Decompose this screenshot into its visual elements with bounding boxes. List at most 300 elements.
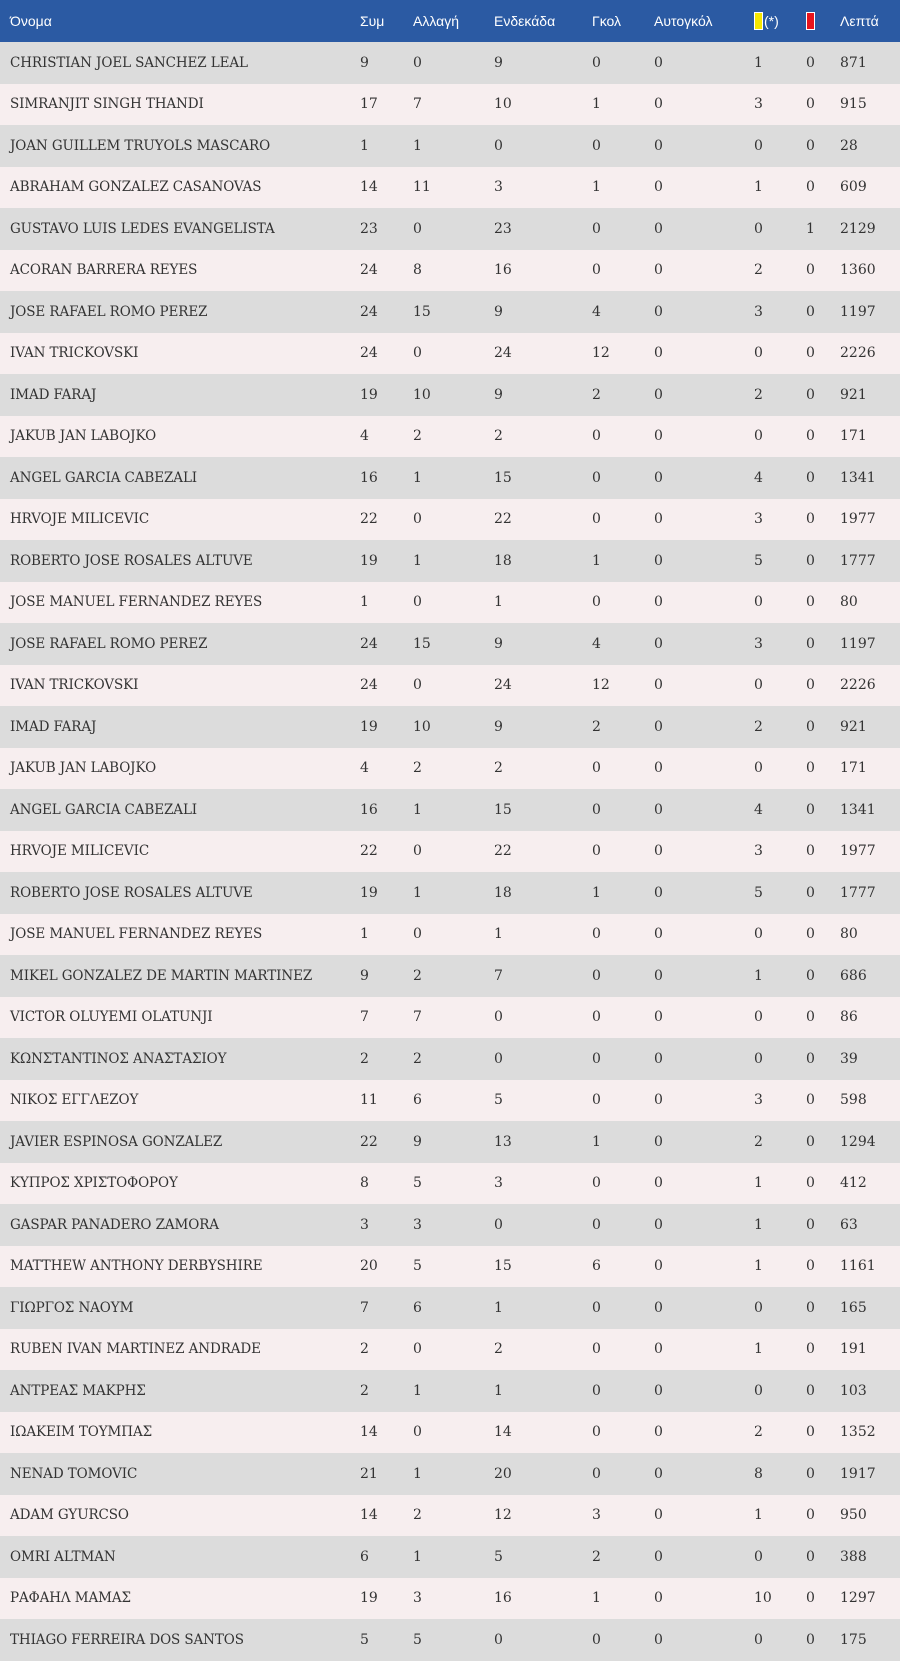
yellow-cards-cell: 3 (754, 96, 763, 113)
substitutions-cell: 1 (413, 1382, 422, 1399)
table-row (0, 1453, 900, 1495)
yellow-cards-cell: 2 (754, 1133, 763, 1150)
minutes-cell: 80 (840, 926, 858, 943)
starts-cell: 12 (494, 1507, 512, 1524)
goals-cell: 1 (592, 552, 601, 569)
red-cards-cell: 0 (806, 511, 815, 528)
own-goals-cell: 0 (654, 262, 663, 279)
substitutions-cell: 0 (413, 54, 422, 71)
red-cards-cell: 0 (806, 1382, 815, 1399)
substitutions-cell: 2 (413, 967, 422, 984)
yellow-cards-cell: 3 (754, 1092, 763, 1109)
starts-cell: 5 (494, 1092, 503, 1109)
own-goals-cell: 0 (654, 594, 663, 611)
own-goals-cell: 0 (654, 1258, 663, 1275)
starts-cell: 2 (494, 760, 503, 777)
yellow-cards-cell: 0 (754, 1382, 763, 1399)
player-name: JAVIER ESPINOSA GONZALEZ (10, 1133, 223, 1150)
table-row (0, 416, 900, 458)
goals-cell: 0 (592, 1382, 601, 1399)
red-cards-cell: 0 (806, 1631, 815, 1648)
player-name: SIMRANJIT SINGH THANDI (10, 96, 204, 113)
yellow-cards-cell: 0 (754, 1299, 763, 1316)
goals-cell: 0 (592, 967, 601, 984)
red-cards-cell: 0 (806, 1258, 815, 1275)
red-cards-cell: 0 (806, 552, 815, 569)
starts-cell: 18 (494, 884, 512, 901)
starts-cell: 0 (494, 1009, 503, 1026)
minutes-cell: 1352 (840, 1424, 876, 1441)
appearances-cell: 5 (360, 1631, 369, 1648)
column-header-minutes[interactable]: Λεπτά (840, 13, 879, 29)
substitutions-cell: 6 (413, 1299, 422, 1316)
yellow-cards-cell: 1 (754, 1175, 763, 1192)
minutes-cell: 191 (840, 1341, 867, 1358)
starts-cell: 1 (494, 1299, 503, 1316)
table-row (0, 1536, 900, 1578)
own-goals-cell: 0 (654, 843, 663, 860)
appearances-cell: 24 (360, 345, 378, 362)
appearances-cell: 22 (360, 1133, 378, 1150)
red-cards-cell: 0 (806, 843, 815, 860)
red-cards-cell: 0 (806, 1175, 815, 1192)
table-row (0, 706, 900, 748)
goals-cell: 0 (592, 511, 601, 528)
yellow-cards-cell: 1 (754, 54, 763, 71)
goals-cell: 2 (592, 386, 601, 403)
substitutions-cell: 0 (413, 843, 422, 860)
table-row (0, 955, 900, 997)
substitutions-cell: 0 (413, 345, 422, 362)
own-goals-cell: 0 (654, 1092, 663, 1109)
minutes-cell: 175 (840, 1631, 867, 1648)
player-name: JOSE RAFAEL ROMO PEREZ (10, 635, 208, 652)
yellow-cards-cell: 2 (754, 386, 763, 403)
red-cards-cell: 0 (806, 386, 815, 403)
minutes-cell: 871 (840, 54, 867, 71)
goals-cell: 1 (592, 179, 601, 196)
goals-cell: 12 (592, 345, 610, 362)
goals-cell: 0 (592, 1092, 601, 1109)
own-goals-cell: 0 (654, 386, 663, 403)
yellow-cards-cell: 1 (754, 967, 763, 984)
yellow-cards-cell: 0 (754, 677, 763, 694)
yellow-cards-cell: 8 (754, 1465, 763, 1482)
player-name: ACORAN BARRERA REYES (10, 262, 198, 279)
substitutions-cell: 1 (413, 552, 422, 569)
table-row (0, 789, 900, 831)
column-header-goals[interactable]: Γκολ (592, 13, 622, 29)
starts-cell: 13 (494, 1133, 512, 1150)
appearances-cell: 6 (360, 1548, 369, 1565)
substitutions-cell: 0 (413, 677, 422, 694)
substitutions-cell: 10 (413, 386, 431, 403)
goals-cell: 12 (592, 677, 610, 694)
player-name: MIKEL GONZALEZ DE MARTIN MARTINEZ (10, 967, 313, 984)
own-goals-cell: 0 (654, 677, 663, 694)
yellow-cards-cell: 3 (754, 635, 763, 652)
yellow-cards-cell: 0 (754, 926, 763, 943)
own-goals-cell: 0 (654, 760, 663, 777)
minutes-cell: 171 (840, 428, 867, 445)
red-cards-cell: 0 (806, 926, 815, 943)
column-header-starts[interactable]: Ενδεκάδα (494, 13, 556, 29)
own-goals-cell: 0 (654, 1009, 663, 1026)
red-cards-cell: 0 (806, 1424, 815, 1441)
yellow-cards-cell: 0 (754, 428, 763, 445)
substitutions-cell: 2 (413, 760, 422, 777)
substitutions-cell: 3 (413, 1216, 422, 1233)
own-goals-cell: 0 (654, 1050, 663, 1067)
substitutions-cell: 5 (413, 1175, 422, 1192)
red-cards-cell: 0 (806, 428, 815, 445)
appearances-cell: 2 (360, 1382, 369, 1399)
goals-cell: 1 (592, 884, 601, 901)
red-cards-cell: 0 (806, 179, 815, 196)
starts-cell: 5 (494, 1548, 503, 1565)
goals-cell: 1 (592, 96, 601, 113)
yellow-cards-cell: 1 (754, 1216, 763, 1233)
appearances-cell: 1 (360, 926, 369, 943)
substitutions-cell: 9 (413, 1133, 422, 1150)
table-body (0, 42, 900, 1661)
player-name: RUBEN IVAN MARTINEZ ANDRADE (10, 1341, 261, 1358)
player-name: ΝΙΚΟΣ ΕΓΓΛΕΖΟΥ (10, 1092, 139, 1109)
red-cards-cell: 0 (806, 677, 815, 694)
starts-cell: 22 (494, 511, 512, 528)
player-name: IVAN TRICKOVSKI (10, 677, 139, 694)
appearances-cell: 20 (360, 1258, 378, 1275)
red-cards-cell: 0 (806, 1341, 815, 1358)
goals-cell: 0 (592, 137, 601, 154)
goals-cell: 0 (592, 1631, 601, 1648)
starts-cell: 20 (494, 1465, 512, 1482)
goals-cell: 0 (592, 843, 601, 860)
table-row (0, 84, 900, 126)
goals-cell: 4 (592, 303, 601, 320)
table-row (0, 208, 900, 250)
table-row (0, 748, 900, 790)
starts-cell: 9 (494, 386, 503, 403)
own-goals-cell: 0 (654, 884, 663, 901)
table-row (0, 333, 900, 375)
appearances-cell: 2 (360, 1341, 369, 1358)
minutes-cell: 1197 (840, 635, 876, 652)
goals-cell: 2 (592, 718, 601, 735)
table-row (0, 1038, 900, 1080)
starts-cell: 15 (494, 1258, 512, 1275)
appearances-cell: 14 (360, 1424, 378, 1441)
player-name: OMRI ALTMAN (10, 1548, 116, 1565)
appearances-cell: 9 (360, 54, 369, 71)
minutes-cell: 1294 (840, 1133, 876, 1150)
red-cards-cell: 0 (806, 1050, 815, 1067)
goals-cell: 2 (592, 1548, 601, 1565)
player-name: ΡΑΦΑΗΛ ΜΑΜΑΣ (10, 1590, 131, 1607)
minutes-cell: 2226 (840, 677, 876, 694)
appearances-cell: 19 (360, 386, 378, 403)
substitutions-cell: 2 (413, 1050, 422, 1067)
red-cards-cell: 1 (806, 220, 815, 237)
player-name: ΑΝΤΡΕΑΣ ΜΑΚΡΗΣ (10, 1382, 146, 1399)
red-cards-cell: 0 (806, 1548, 815, 1565)
substitutions-cell: 1 (413, 469, 422, 486)
column-header-yellow-cards[interactable] (754, 0, 806, 42)
minutes-cell: 1977 (840, 511, 876, 528)
starts-cell: 15 (494, 801, 512, 818)
goals-cell: 6 (592, 1258, 601, 1275)
red-cards-cell: 0 (806, 801, 815, 818)
starts-cell: 2 (494, 1341, 503, 1358)
own-goals-cell: 0 (654, 1133, 663, 1150)
substitutions-cell: 3 (413, 1590, 422, 1607)
substitutions-cell: 5 (413, 1631, 422, 1648)
appearances-cell: 1 (360, 137, 369, 154)
table-row (0, 997, 900, 1039)
appearances-cell: 2 (360, 1050, 369, 1067)
minutes-cell: 412 (840, 1175, 867, 1192)
yellow-cards-cell: 0 (754, 1050, 763, 1067)
substitutions-cell: 1 (413, 1548, 422, 1565)
minutes-cell: 1161 (840, 1258, 876, 1275)
table-row (0, 1619, 900, 1661)
own-goals-cell: 0 (654, 511, 663, 528)
minutes-cell: 165 (840, 1299, 867, 1316)
own-goals-cell: 0 (654, 1507, 663, 1524)
table-row (0, 125, 900, 167)
starts-cell: 23 (494, 220, 512, 237)
red-cards-cell: 0 (806, 262, 815, 279)
own-goals-cell: 0 (654, 1631, 663, 1648)
column-header-own-goals[interactable]: Αυτογκόλ (654, 13, 713, 29)
starts-cell: 1 (494, 1382, 503, 1399)
minutes-cell: 1360 (840, 262, 876, 279)
own-goals-cell: 0 (654, 552, 663, 569)
appearances-cell: 24 (360, 635, 378, 652)
substitutions-cell: 10 (413, 718, 431, 735)
appearances-cell: 21 (360, 1465, 378, 1482)
appearances-cell: 4 (360, 428, 369, 445)
minutes-cell: 2129 (840, 220, 876, 237)
own-goals-cell: 0 (654, 54, 663, 71)
substitutions-cell: 2 (413, 428, 422, 445)
player-name: JAKUB JAN LABOJKO (10, 428, 157, 445)
column-header-subs[interactable]: Αλλαγή (413, 13, 460, 29)
table-row (0, 1080, 900, 1122)
player-name: IMAD FARAJ (10, 718, 97, 735)
yellow-cards-cell: 5 (754, 552, 763, 569)
player-name: ΓΙΩΡΓΟΣ ΝΑΟΥΜ (10, 1299, 134, 1316)
substitutions-cell: 1 (413, 884, 422, 901)
goals-cell: 1 (592, 1590, 601, 1607)
starts-cell: 2 (494, 428, 503, 445)
goals-cell: 0 (592, 1424, 601, 1441)
own-goals-cell: 0 (654, 801, 663, 818)
starts-cell: 9 (494, 303, 503, 320)
table-row (0, 250, 900, 292)
goals-cell: 0 (592, 1299, 601, 1316)
starts-cell: 16 (494, 1590, 512, 1607)
own-goals-cell: 0 (654, 1465, 663, 1482)
starts-cell: 14 (494, 1424, 512, 1441)
minutes-cell: 1297 (840, 1590, 876, 1607)
yellow-cards-cell: 0 (754, 220, 763, 237)
red-cards-cell: 0 (806, 345, 815, 362)
player-name: ROBERTO JOSE ROSALES ALTUVE (10, 884, 253, 901)
red-cards-cell: 0 (806, 884, 815, 901)
minutes-cell: 598 (840, 1092, 867, 1109)
player-name: JOAN GUILLEM TRUYOLS MASCARO (10, 137, 271, 154)
starts-cell: 15 (494, 469, 512, 486)
starts-cell: 24 (494, 345, 512, 362)
goals-cell: 0 (592, 428, 601, 445)
table-row (0, 167, 900, 209)
yellow-cards-cell: 0 (754, 1548, 763, 1565)
player-name: HRVOJE MILICEVIC (10, 843, 150, 860)
minutes-cell: 86 (840, 1009, 858, 1026)
red-cards-cell: 0 (806, 137, 815, 154)
minutes-cell: 921 (840, 718, 867, 735)
red-cards-cell: 0 (806, 1092, 815, 1109)
table-row (0, 291, 900, 333)
player-name: THIAGO FERREIRA DOS SANTOS (10, 1631, 244, 1648)
yellow-card-icon (754, 12, 763, 30)
substitutions-cell: 0 (413, 1424, 422, 1441)
player-name: ROBERTO JOSE ROSALES ALTUVE (10, 552, 253, 569)
red-cards-cell: 0 (806, 1216, 815, 1233)
table-row (0, 1246, 900, 1288)
starts-cell: 24 (494, 677, 512, 694)
appearances-cell: 19 (360, 884, 378, 901)
minutes-cell: 103 (840, 1382, 867, 1399)
red-cards-cell: 0 (806, 54, 815, 71)
substitutions-cell: 0 (413, 1341, 422, 1358)
own-goals-cell: 0 (654, 1216, 663, 1233)
substitutions-cell: 6 (413, 1092, 422, 1109)
appearances-cell: 14 (360, 1507, 378, 1524)
player-name: JOSE MANUEL FERNANDEZ REYES (10, 926, 263, 943)
appearances-cell: 19 (360, 718, 378, 735)
appearances-cell: 1 (360, 594, 369, 611)
goals-cell: 0 (592, 801, 601, 818)
red-cards-cell: 0 (806, 967, 815, 984)
minutes-cell: 63 (840, 1216, 858, 1233)
yellow-cards-cell: 2 (754, 262, 763, 279)
substitutions-cell: 1 (413, 137, 422, 154)
minutes-cell: 80 (840, 594, 858, 611)
player-name: NENAD TOMOVIC (10, 1465, 138, 1482)
player-name: HRVOJE MILICEVIC (10, 511, 150, 528)
starts-cell: 10 (494, 96, 512, 113)
player-name: IVAN TRICKOVSKI (10, 345, 139, 362)
starts-cell: 0 (494, 137, 503, 154)
own-goals-cell: 0 (654, 96, 663, 113)
starts-cell: 22 (494, 843, 512, 860)
table-row (0, 665, 900, 707)
player-name: GUSTAVO LUIS LEDES EVANGELISTA (10, 220, 275, 237)
starts-cell: 9 (494, 718, 503, 735)
appearances-cell: 7 (360, 1299, 369, 1316)
table-row (0, 1495, 900, 1537)
red-cards-cell: 0 (806, 303, 815, 320)
table-row (0, 1204, 900, 1246)
appearances-cell: 11 (360, 1092, 378, 1109)
goals-cell: 0 (592, 1009, 601, 1026)
goals-cell: 4 (592, 635, 601, 652)
yellow-cards-cell: 4 (754, 469, 763, 486)
starts-cell: 9 (494, 635, 503, 652)
table-row (0, 457, 900, 499)
appearances-cell: 3 (360, 1216, 369, 1233)
table-row (0, 582, 900, 624)
table-header-row (0, 0, 900, 42)
starts-cell: 1 (494, 926, 503, 943)
starts-cell: 3 (494, 1175, 503, 1192)
substitutions-cell: 2 (413, 1507, 422, 1524)
goals-cell: 0 (592, 54, 601, 71)
yellow-cards-cell: 0 (754, 1009, 763, 1026)
minutes-cell: 1917 (840, 1465, 876, 1482)
table-row (0, 1121, 900, 1163)
player-name: ANGEL GARCIA CABEZALI (10, 801, 198, 818)
minutes-cell: 388 (840, 1548, 867, 1565)
yellow-cards-cell: 2 (754, 718, 763, 735)
yellow-cards-cell: 1 (754, 179, 763, 196)
column-header-red-cards[interactable] (806, 0, 840, 42)
yellow-cards-cell: 0 (754, 1631, 763, 1648)
column-header-name[interactable]: Όνομα (10, 13, 52, 29)
starts-cell: 0 (494, 1216, 503, 1233)
appearances-cell: 24 (360, 262, 378, 279)
red-cards-cell: 0 (806, 635, 815, 652)
own-goals-cell: 0 (654, 303, 663, 320)
yellow-cards-cell: 0 (754, 594, 763, 611)
goals-cell: 0 (592, 760, 601, 777)
own-goals-cell: 0 (654, 1299, 663, 1316)
column-header-apps[interactable]: Συμ (360, 13, 385, 29)
yellow-cards-cell: 3 (754, 303, 763, 320)
appearances-cell: 19 (360, 552, 378, 569)
own-goals-cell: 0 (654, 469, 663, 486)
substitutions-cell: 8 (413, 262, 422, 279)
appearances-cell: 4 (360, 760, 369, 777)
minutes-cell: 1197 (840, 303, 876, 320)
substitutions-cell: 0 (413, 926, 422, 943)
substitutions-cell: 0 (413, 220, 422, 237)
red-cards-cell: 0 (806, 1507, 815, 1524)
substitutions-cell: 1 (413, 1465, 422, 1482)
player-name: MATTHEW ANTHONY DERBYSHIRE (10, 1258, 263, 1275)
own-goals-cell: 0 (654, 1590, 663, 1607)
appearances-cell: 24 (360, 677, 378, 694)
table-row (0, 623, 900, 665)
substitutions-cell: 11 (413, 179, 431, 196)
player-name: IMAD FARAJ (10, 386, 97, 403)
appearances-cell: 22 (360, 843, 378, 860)
own-goals-cell: 0 (654, 1175, 663, 1192)
minutes-cell: 609 (840, 179, 867, 196)
substitutions-cell: 15 (413, 635, 431, 652)
table-row (0, 1578, 900, 1620)
minutes-cell: 1977 (840, 843, 876, 860)
appearances-cell: 14 (360, 179, 378, 196)
player-name: ANGEL GARCIA CABEZALI (10, 469, 198, 486)
table-row (0, 914, 900, 956)
goals-cell: 0 (592, 469, 601, 486)
goals-cell: 0 (592, 594, 601, 611)
minutes-cell: 921 (840, 386, 867, 403)
appearances-cell: 22 (360, 511, 378, 528)
